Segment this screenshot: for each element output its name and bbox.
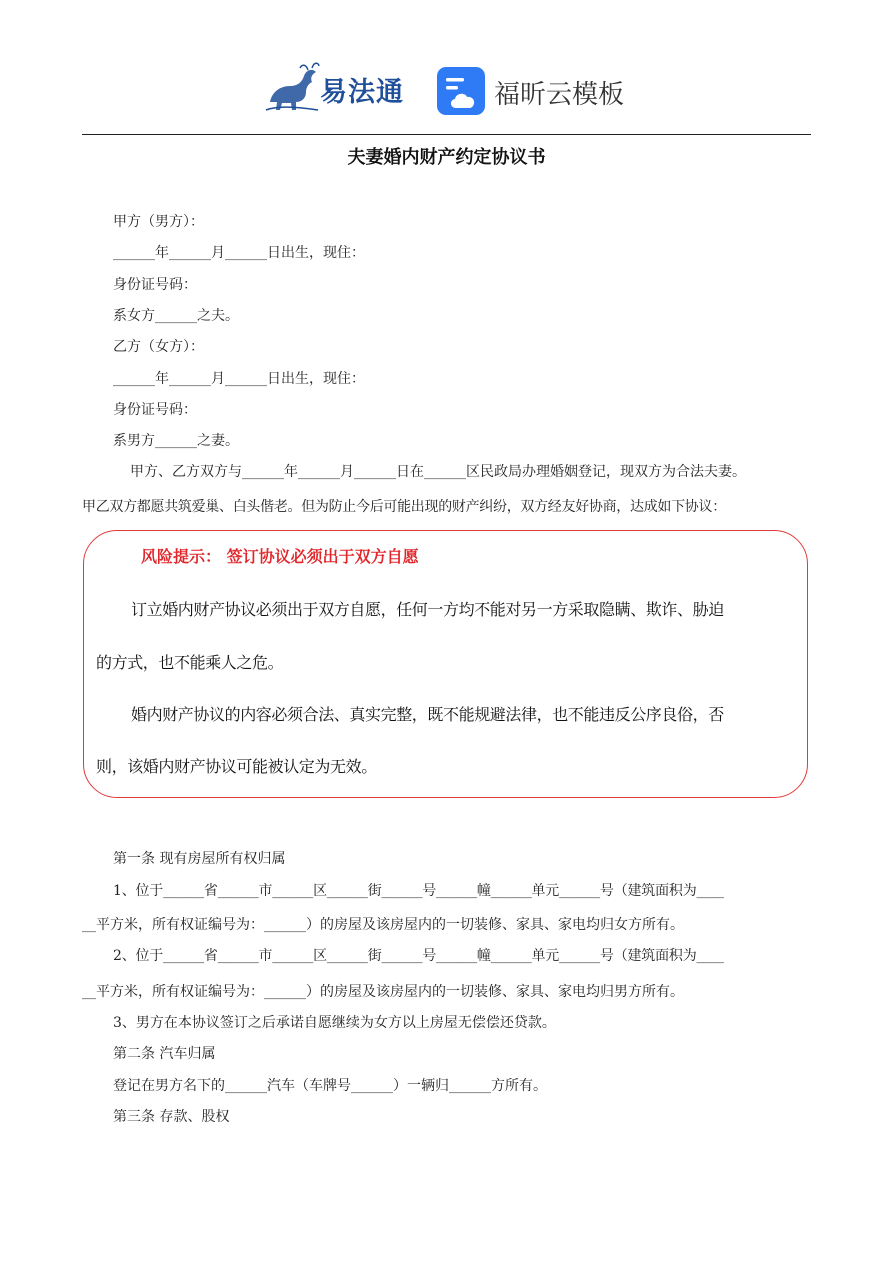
foxit-cloud-logo	[436, 64, 646, 118]
header-logos	[0, 62, 893, 118]
risk-paragraph-2-line-1: 婚内财产协议的内容必须合法、真实完整，既不能规避法律，也不能违反公序良俗，否	[131, 705, 724, 724]
article-1-item-3: 3、男方在本协议签订之后承诺自愿继续为女方以上房屋无偿偿还贷款。	[113, 1015, 556, 1031]
risk-paragraph-2-line-2: 则，该婚内财产协议可能被认定为无效。	[96, 757, 377, 776]
party-a-id: 身份证号码：	[113, 277, 197, 293]
party-b-relation: 系男方______之妻。	[113, 433, 239, 449]
yifatong-logo-text: 易法通	[320, 77, 404, 108]
cloud-template-icon	[436, 66, 486, 116]
article-2-title: 第二条 汽车归属	[113, 1046, 216, 1062]
yifatong-logo	[262, 62, 412, 116]
party-b-label: 乙方（女方）：	[113, 339, 204, 355]
party-a-relation: 系女方______之夫。	[113, 308, 239, 324]
preamble-line-1: 甲方、乙方双方与______年______月______日在______区民政局办理婚姻登记，现双方为合法夫妻。	[130, 464, 746, 480]
article-1-item-2-line-2: __平方米，所有权证编号为：______）的房屋及该房屋内的一切装修、家具、家电均归男方所有。	[82, 984, 684, 1000]
risk-paragraph-1-line-2: 的方式，也不能乘人之危。	[96, 653, 284, 672]
header-divider	[82, 134, 811, 135]
risk-warning-title: 风险提示： 签订协议必须出于双方自愿	[141, 547, 419, 566]
article-3-title: 第三条 存款、股权	[113, 1109, 230, 1125]
party-a-label: 甲方（男方）：	[113, 214, 204, 230]
party-b-id: 身份证号码：	[113, 402, 197, 418]
article-2-text: 登记在男方名下的______汽车（车牌号______）一辆归______方所有。	[113, 1078, 547, 1094]
party-b-birth: ______年______月______日出生，现住：	[113, 371, 365, 387]
article-1-item-1-line-2: __平方米，所有权证编号为：______）的房屋及该房屋内的一切装修、家具、家电均归女方所有。	[82, 917, 684, 933]
foxit-cloud-logo-text: 福昕云模板	[494, 80, 625, 110]
party-a-birth: ______年______月______日出生，现住：	[113, 245, 365, 261]
preamble-line-2: 甲乙双方都愿共筑爱巢、白头偕老。但为防止今后可能出现的财产纠纷，双方经友好协商，达成如下协议：	[82, 499, 726, 515]
article-1-title: 第一条 现有房屋所有权归属	[113, 851, 286, 867]
article-1-item-1-line-1: 1、位于______省______市______区______街______号______幢______单元______号（建筑面积为____	[113, 883, 724, 899]
kirin-icon	[262, 62, 322, 116]
document-title: 夫妻婚内财产约定协议书	[347, 147, 546, 168]
article-1-item-2-line-1: 2、位于______省______市______区______街______号______幢______单元______号（建筑面积为____	[113, 948, 724, 964]
risk-paragraph-1-line-1: 订立婚内财产协议必须出于双方自愿，任何一方均不能对另一方采取隐瞒、欺诈、胁迫	[131, 600, 724, 619]
